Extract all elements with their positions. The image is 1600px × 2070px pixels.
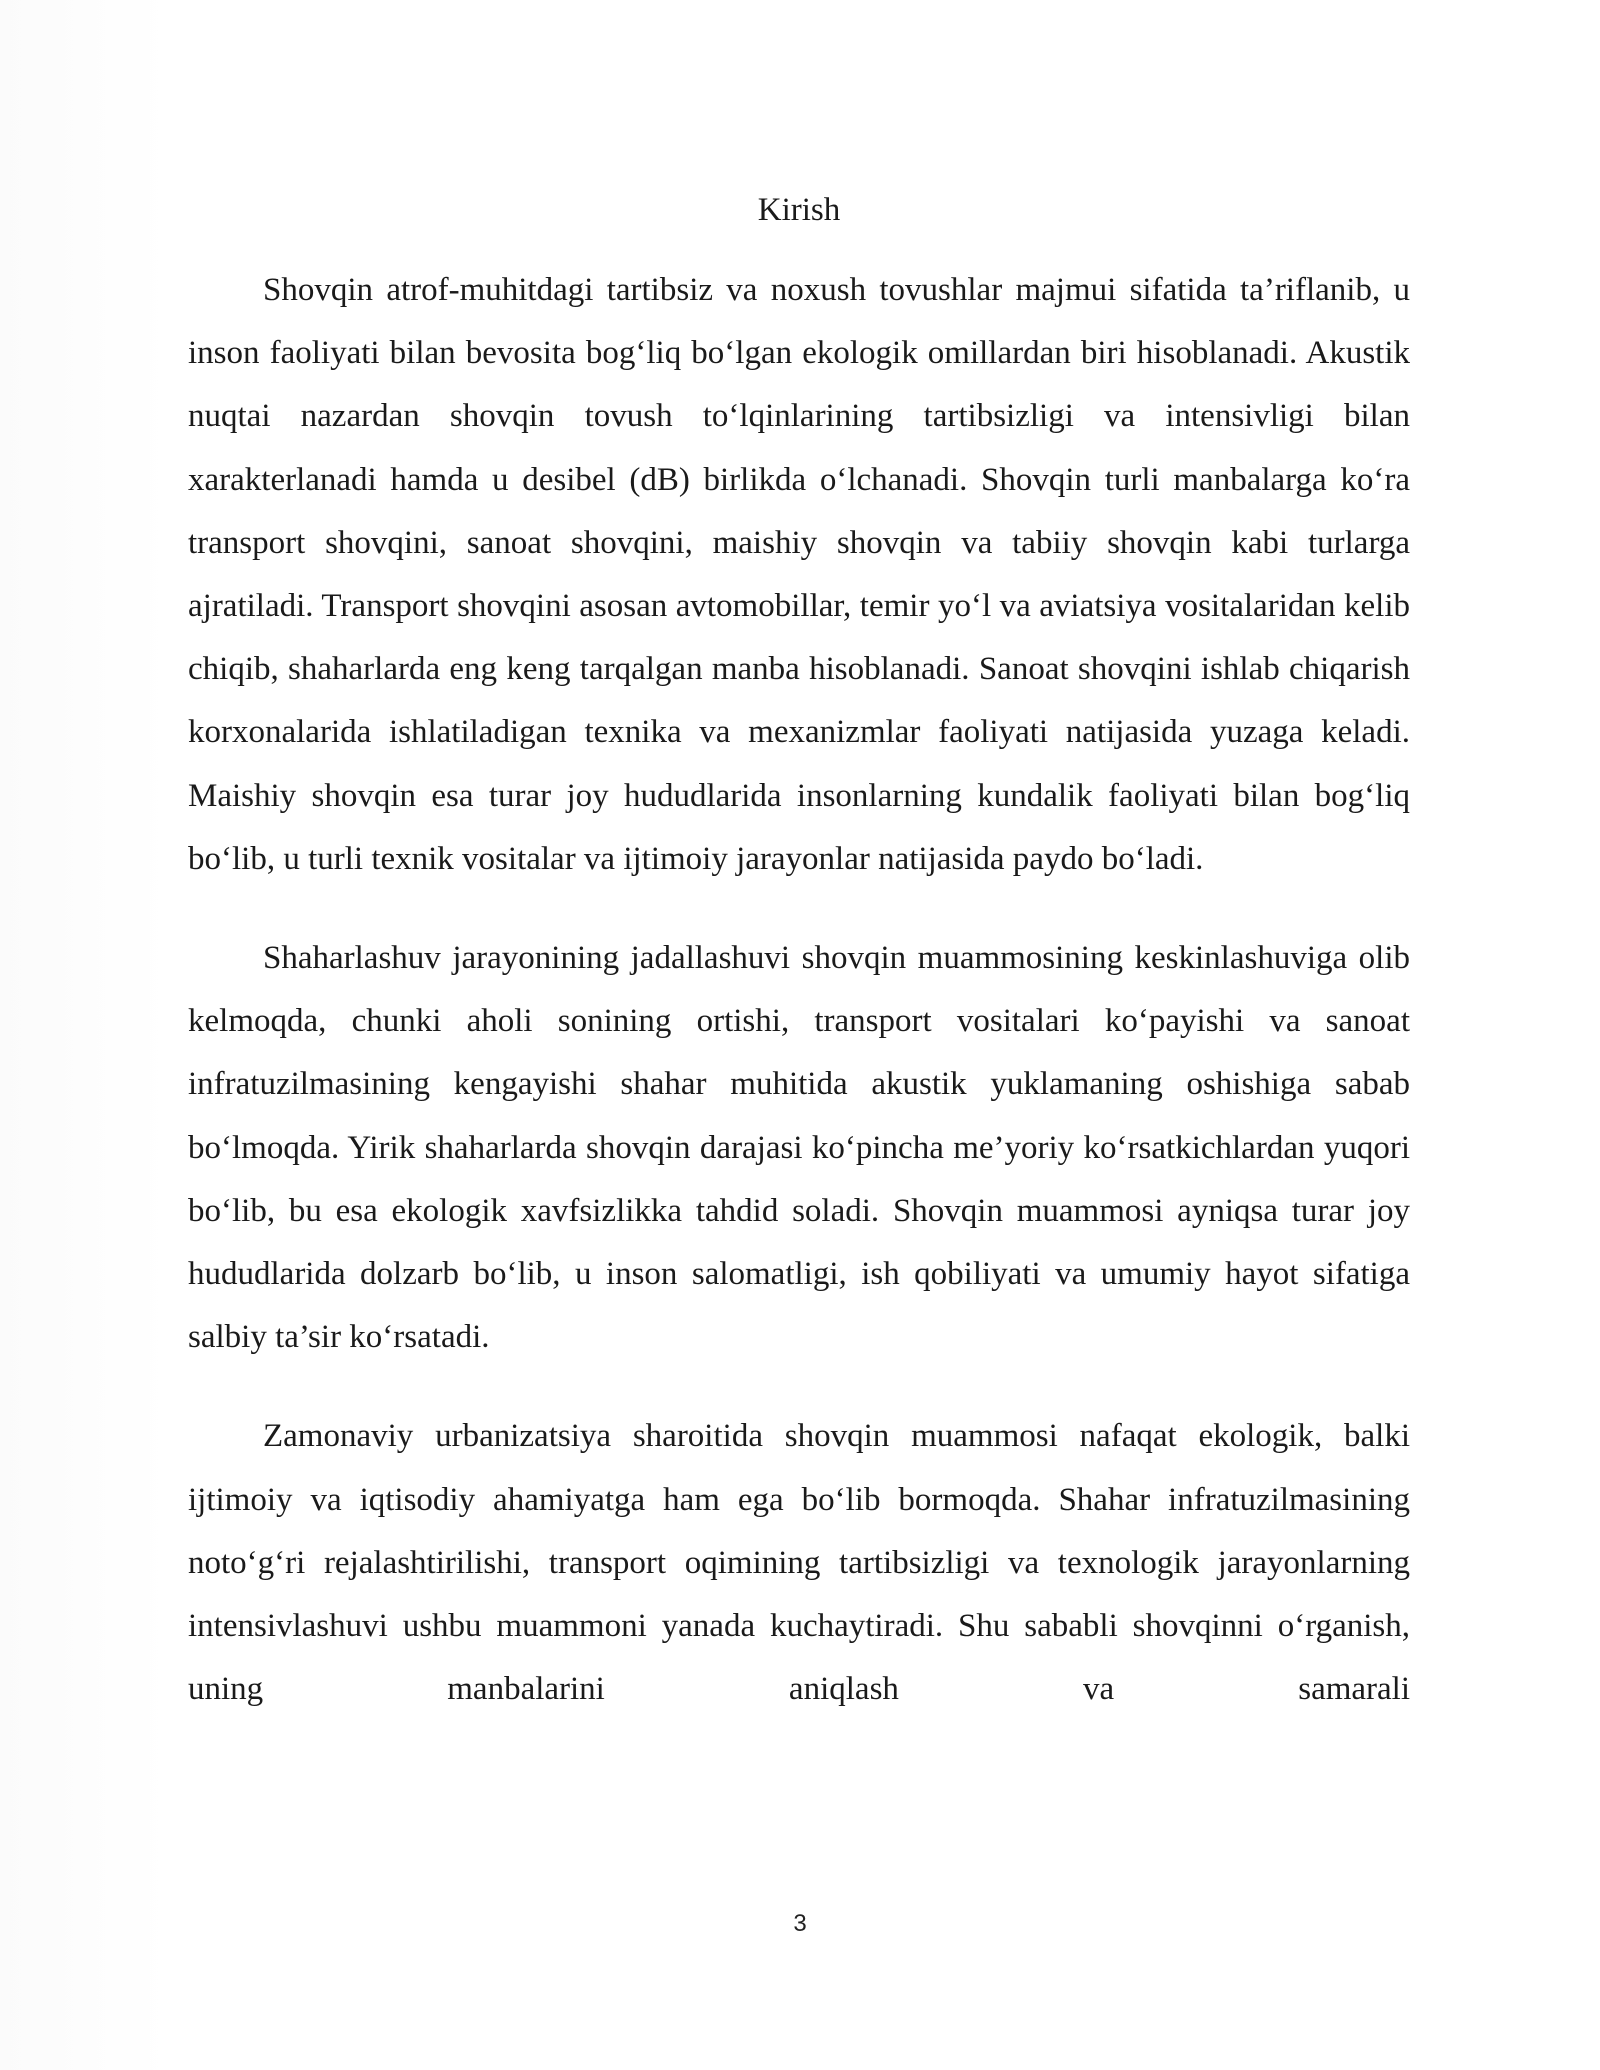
section-title: Kirish bbox=[757, 192, 841, 228]
page-edge-shade bbox=[0, 0, 170, 2070]
paragraph-1: Shovqin atrof-muhitdagi tartibsiz va noxush tovushlar majmui sifatida ta’riflanib, u inson faoliyati bilan bevosita bog‘liq bo‘lgan ekologik omillardan biri hisoblanadi. Akustik nuqtai nazardan shovqin tovush to‘lqinlarining tartibsizligi va intensivligi bilan xarakterlanadi hamda u desibel (dB) birlikda o‘lchanadi. Shovqin turli manbalarga ko‘ra transport shovqini, sanoat shovqini, maishiy shovqin va tabiiy shovqin kabi turlarga ajratiladi. Transport shovqini asosan avtomobillar, temir yo‘l va aviatsiya vositalaridan kelib chiqib, shaharlarda eng keng tarqalgan manba hisoblanadi. Sanoat shovqini ishlab chiqarish korxonalarida ishlatiladigan texnika va mexanizmlar faoliyati natijasida yuzaga keladi. Maishiy shovqin esa turar joy hududlarida insonlarning kundalik faoliyati bilan bog‘liq bo‘lib, u turli texnik vositalar va ijtimoiy jarayonlar natijasida paydo bo‘ladi. bbox=[188, 272, 1410, 877]
paragraph-3: Zamonaviy urbanizatsiya sharoitida shovqin muammosi nafaqat ekologik, balki ijtimoiy va iqtisodiy ahamiyatga ham ega bo‘lib bormoqda. Shahar infratuzilmasining noto‘g‘ri rejalashtirilishi, transport oqimining tartibsizligi va texnologik jarayonlarning intensivlashuvi ushbu muammoni yanada kuchaytiradi. Shu sababli shovqinni o‘rganish, uning manbalarini aniqlash va samarali bbox=[188, 1418, 1410, 1708]
page-number: 3 bbox=[793, 1910, 807, 1937]
paragraph-2: Shaharlashuv jarayonining jadallashuvi shovqin muammosining keskinlashuviga olib kelmoqda, chunki aholi sonining ortishi, transport vositalari ko‘payishi va sanoat infratuzilmasining kengayishi shahar muhitida akustik yuklamaning oshishiga sabab bo‘lmoqda. Yirik shaharlarda shovqin darajasi ko‘pincha me’yoriy ko‘rsatkichlardan yuqori bo‘lib, bu esa ekologik xavfsizlikka tahdid soladi. Shovqin muammosi ayniqsa turar joy hududlarida dolzarb bo‘lib, u inson salomatligi, ish qobiliyati va umumiy hayot sifatiga salbiy ta’sir ko‘rsatadi. bbox=[188, 940, 1410, 1356]
page-content bbox=[188, 185, 1410, 1757]
